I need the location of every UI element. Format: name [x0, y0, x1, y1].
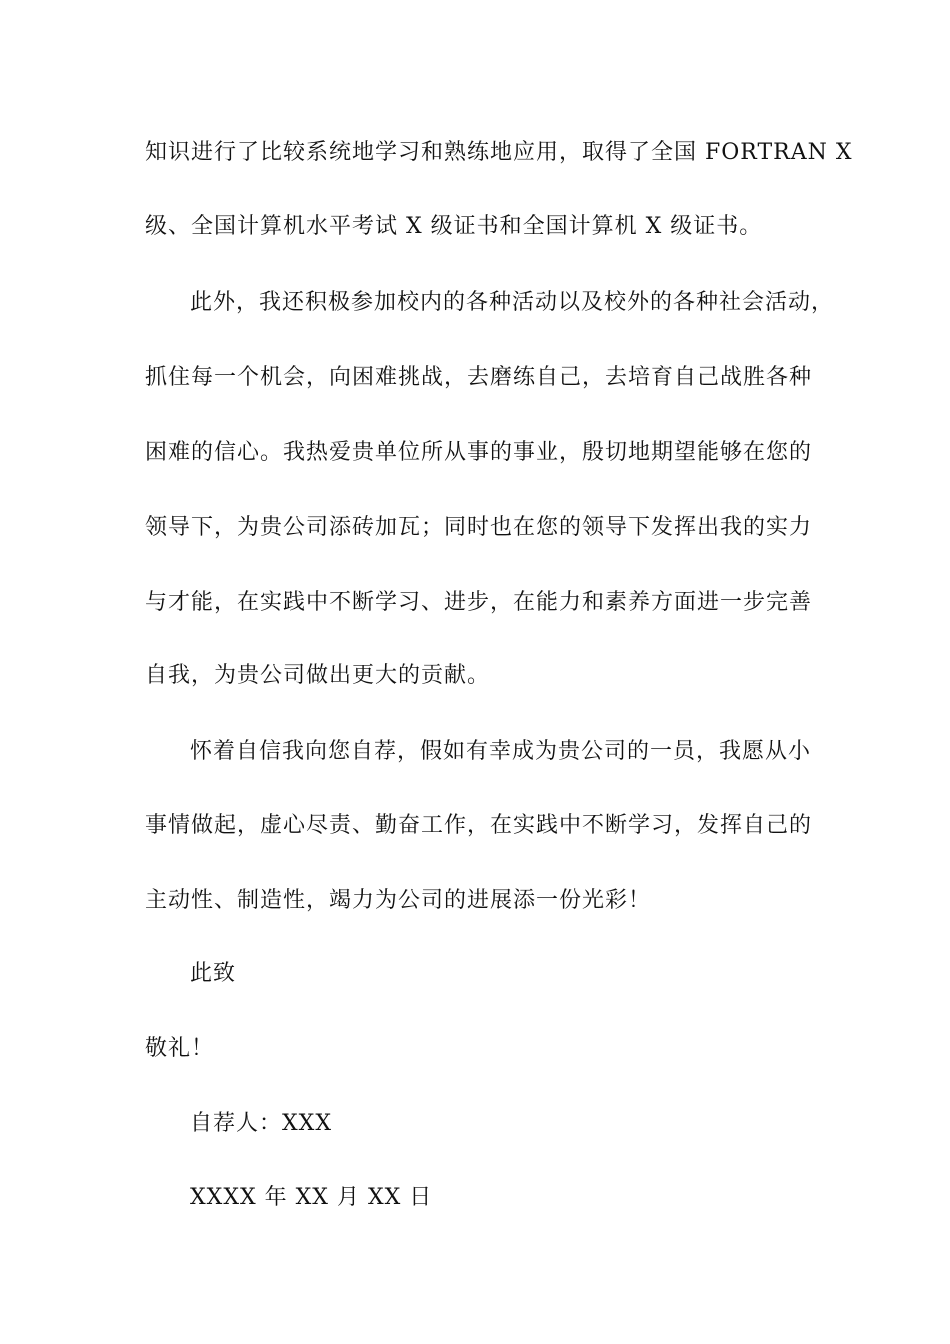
closing-salutation: 此致 — [190, 961, 237, 986]
closing-regards: 敬礼！ — [145, 1036, 215, 1061]
signature-name: 自荐人：XXX — [190, 1111, 332, 1136]
text-line: 事情做起，虚心尽责、勤奋工作，在实践中不断学习，发挥自己的 — [145, 813, 813, 838]
text-line: 此外，我还积极参加校内的各种活动以及校外的各种社会活动， — [190, 290, 835, 315]
text-line: 怀着自信我向您自荐，假如有幸成为贵公司的一员，我愿从小 — [190, 739, 812, 764]
text-line: 困难的信心。我热爱贵单位所从事的事业，殷切地期望能够在您的 — [145, 440, 813, 465]
text-line: 与才能，在实践中不断学习、进步，在能力和素养方面进一步完善 — [145, 590, 813, 615]
text-line: 抓住每一个机会，向困难挑战，去磨练自己，去培育自己战胜各种 — [145, 365, 813, 390]
text-line: 领导下，为贵公司添砖加瓦；同时也在您的领导下发挥出我的实力 — [145, 515, 813, 540]
text-line: 级、全国计算机水平考试 X 级证书和全国计算机 X 级证书。 — [145, 214, 763, 239]
text-line: 自我，为贵公司做出更大的贡献。 — [145, 663, 491, 688]
text-line: 知识进行了比较系统地学习和熟练地应用，取得了全国 FORTRAN X — [145, 140, 853, 165]
text-line: 主动性、制造性，竭力为公司的进展添一份光彩！ — [145, 888, 652, 913]
signature-date: XXXX 年 XX 月 XX 日 — [190, 1185, 433, 1210]
